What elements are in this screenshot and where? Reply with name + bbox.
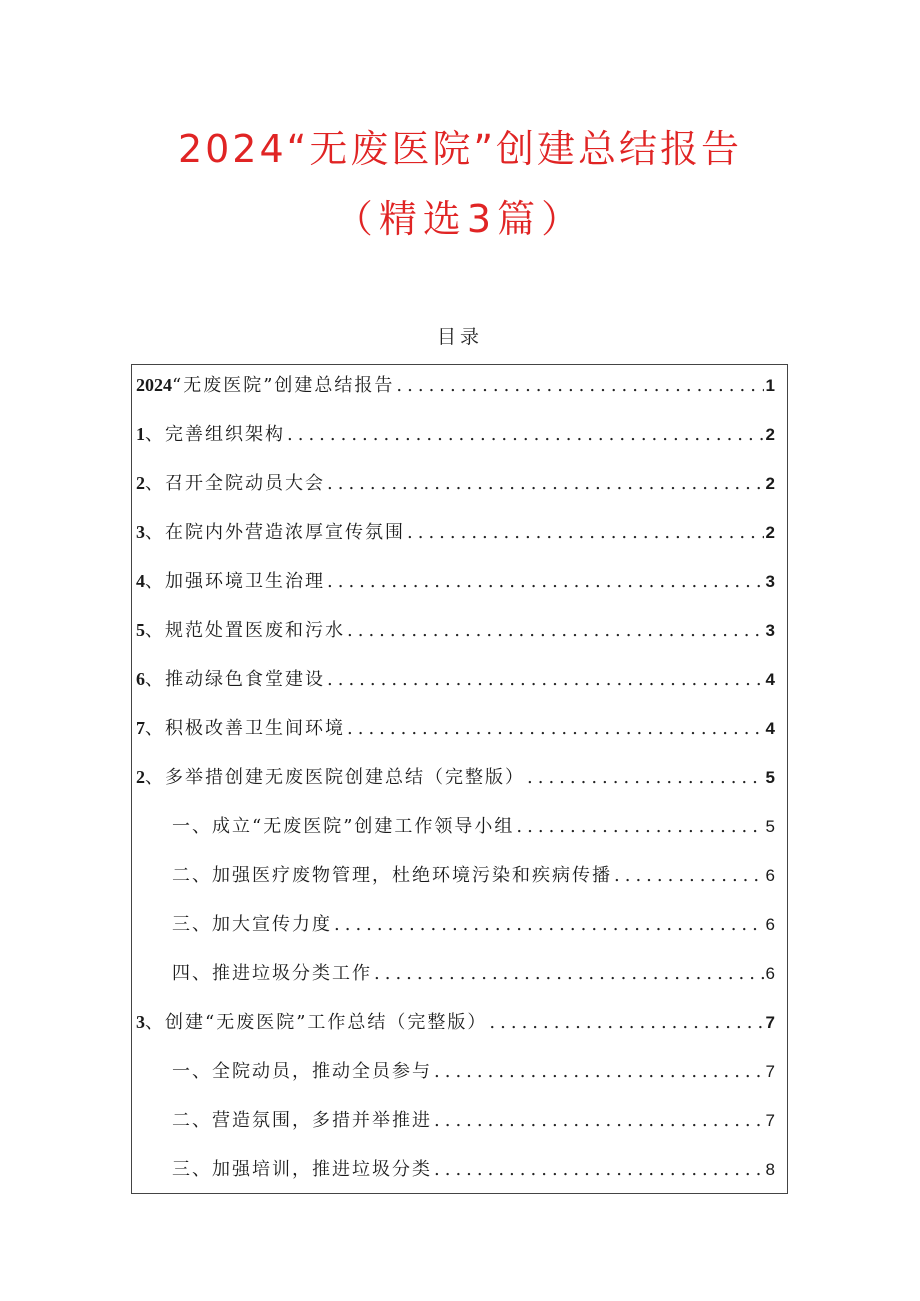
- toc-entry-title: 一、全院动员，推动全员参与: [172, 1061, 432, 1082]
- toc-leader-dots: [327, 665, 764, 695]
- toc-entry[interactable]: [136, 763, 775, 793]
- toc-page-number: 2: [765, 474, 775, 493]
- toc-subentry[interactable]: [172, 812, 775, 842]
- toc-leader-dots: [347, 616, 764, 646]
- toc-page-number: 1: [765, 376, 775, 395]
- toc-subentry[interactable]: [172, 1106, 775, 1136]
- toc-entry[interactable]: [136, 420, 775, 450]
- toc-subentry[interactable]: [172, 959, 775, 989]
- toc-entry[interactable]: [136, 567, 775, 597]
- toc-leader-dots: [374, 959, 764, 989]
- toc-entry[interactable]: [136, 714, 775, 744]
- toc-subentry[interactable]: [172, 1057, 775, 1087]
- toc-leader-dots: [407, 518, 764, 548]
- toc-leader-dots: [434, 1057, 764, 1087]
- toc-entry[interactable]: [136, 1008, 775, 1038]
- toc-leader-dots: [327, 567, 764, 597]
- toc-entry[interactable]: [136, 616, 775, 646]
- toc-page-number: 5: [765, 817, 775, 836]
- toc-leader-dots: [527, 763, 764, 793]
- toc-entry-title: 2024“无废医院”创建总结报告: [136, 375, 395, 396]
- toc-leader-dots: [396, 371, 763, 401]
- toc-entry-title: 三、加强培训，推进垃圾分类: [172, 1159, 432, 1180]
- toc-entry[interactable]: [136, 518, 775, 548]
- document-title: 2024“无废医院”创建总结报告: [177, 127, 743, 171]
- toc-entry-title: 一、成立“无废医院”创建工作领导小组: [172, 816, 515, 837]
- toc-page-number: 2: [765, 523, 775, 542]
- toc-page-number: 3: [765, 572, 775, 591]
- toc-entry[interactable]: [136, 665, 775, 695]
- toc-leader-dots: [347, 714, 764, 744]
- toc-leader-dots: [334, 910, 764, 940]
- toc-page-number: 4: [765, 719, 775, 738]
- toc-page-number: 6: [765, 866, 775, 885]
- toc-entry-title: 二、加强医疗废物管理，杜绝环境污染和疾病传播: [172, 865, 612, 886]
- toc-page-number: 6: [765, 964, 775, 983]
- toc-page-number: 2: [765, 425, 775, 444]
- toc-page-number: 3: [765, 621, 775, 640]
- toc-entry-title: 2、召开全院动员大会: [136, 473, 325, 494]
- toc-leader-dots: [489, 1008, 763, 1038]
- toc-leader-dots: [327, 469, 764, 499]
- toc-entry-title: 6、推动绿色食堂建设: [136, 669, 325, 690]
- toc-entry-title: 四、推进垃圾分类工作: [172, 963, 372, 984]
- toc-entry[interactable]: [136, 371, 775, 401]
- toc-subentry[interactable]: [172, 910, 775, 940]
- toc-leader-dots: [434, 1106, 764, 1136]
- toc-entry-title: 5、规范处置医废和污水: [136, 620, 345, 641]
- toc-leader-dots: [434, 1155, 764, 1185]
- table-of-contents: [131, 364, 788, 1194]
- toc-entry-title: 4、加强环境卫生治理: [136, 571, 325, 592]
- toc-entry[interactable]: [136, 469, 775, 499]
- toc-page-number: 7: [765, 1111, 775, 1130]
- toc-page-number: 8: [765, 1160, 775, 1179]
- toc-entry-title: 2、多举措创建无废医院创建总结（完整版）: [136, 767, 525, 788]
- toc-page-number: 7: [765, 1013, 775, 1032]
- toc-entry-title: 三、加大宣传力度: [172, 914, 332, 935]
- document-subtitle: （精选3篇）: [334, 197, 586, 241]
- toc-page-number: 7: [765, 1062, 775, 1081]
- toc-subentry[interactable]: [172, 861, 775, 891]
- toc-entry-title: 二、营造氛围，多措并举推进: [172, 1110, 432, 1131]
- toc-entry-title: 3、在院内外营造浓厚宣传氛围: [136, 522, 405, 543]
- toc-leader-dots: [614, 861, 764, 891]
- toc-leader-dots: [287, 420, 764, 450]
- toc-heading: 目录: [436, 326, 483, 348]
- toc-entry-title: 3、创建“无废医院”工作总结（完整版）: [136, 1012, 488, 1033]
- toc-page-number: 5: [765, 768, 775, 787]
- toc-subentry[interactable]: [172, 1155, 775, 1185]
- toc-page-number: 4: [765, 670, 775, 689]
- toc-entry-title: 1、完善组织架构: [136, 424, 285, 445]
- toc-page-number: 6: [765, 915, 775, 934]
- toc-entry-title: 7、积极改善卫生间环境: [136, 718, 345, 739]
- toc-leader-dots: [516, 812, 763, 842]
